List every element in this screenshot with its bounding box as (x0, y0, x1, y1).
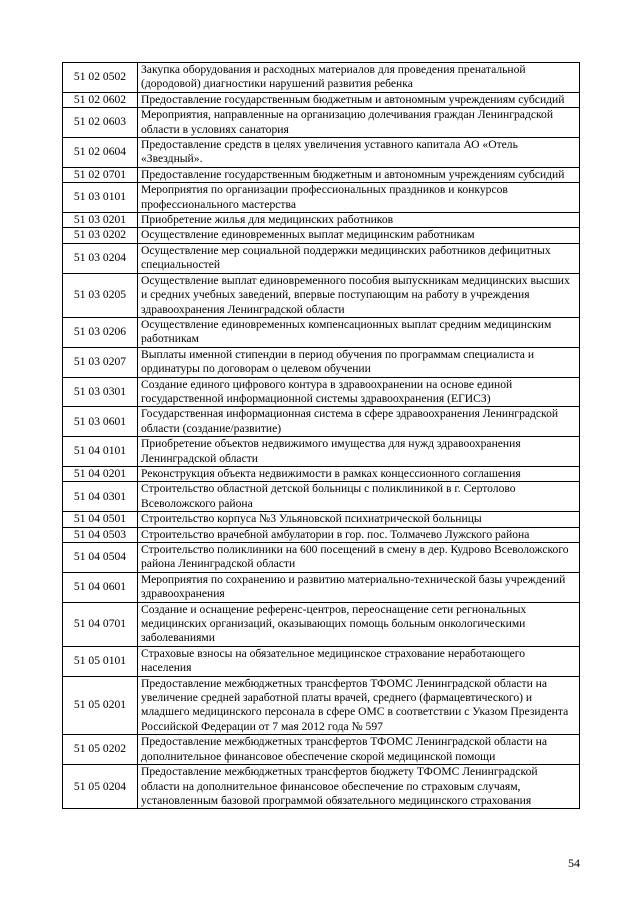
row-description: Реконструкция объекта недвижимости в рамках концессионного соглашения (138, 466, 580, 481)
row-code: 51 03 0205 (63, 273, 138, 317)
row-code: 51 02 0604 (63, 138, 138, 168)
table-row (63, 602, 580, 646)
row-code: 51 03 0101 (63, 183, 138, 213)
row-code: 51 04 0301 (63, 482, 138, 512)
table-row (63, 347, 580, 377)
row-description: Страховые взносы на обязательное медицинское страхование неработающего населения (138, 646, 580, 676)
table-row (63, 243, 580, 273)
row-code: 51 03 0204 (63, 243, 138, 273)
row-description: Выплаты именной стипендии в период обучения по программам специалиста и ординатуры по договорам о целевом обучении (138, 347, 580, 377)
page-number: 54 (568, 856, 580, 870)
row-code: 51 02 0701 (63, 167, 138, 182)
table-row (63, 482, 580, 512)
row-code: 51 02 0603 (63, 108, 138, 138)
row-code: 51 03 0206 (63, 317, 138, 347)
table-row (63, 183, 580, 213)
row-description: Предоставление государственным бюджетным и автономным учреждениям субсидий (138, 92, 580, 107)
row-description: Строительство корпуса №3 Ульяновской психиатрической больницы (138, 512, 580, 527)
row-code: 51 04 0501 (63, 512, 138, 527)
table-row (63, 527, 580, 542)
row-description: Осуществление выплат единовременного пособия выпускникам медицинских высших и средних учебных заведений, впервые поступающим на работу в учреждения здравоохранения Ленинградской области (138, 273, 580, 317)
table-row (63, 377, 580, 407)
table-row (63, 167, 580, 182)
row-description: Строительство поликлиники на 600 посещений в смену в дер. Кудрово Всеволожского района Ленинградской области (138, 543, 580, 573)
row-code: 51 05 0204 (63, 765, 138, 809)
row-code: 51 03 0202 (63, 228, 138, 243)
row-description: Строительство врачебной амбулатории в гор. пос. Толмачево Лужского района (138, 527, 580, 542)
row-description: Мероприятия, направленные на организацию долечивания граждан Ленинградской области в условиях санатория (138, 108, 580, 138)
row-description: Предоставление государственным бюджетным и автономным учреждениям субсидий (138, 167, 580, 182)
row-code: 51 04 0504 (63, 543, 138, 573)
table-row (63, 138, 580, 168)
row-description: Государственная информационная система в сфере здравоохранения Ленинградской области (создание/развитие) (138, 407, 580, 437)
table-row (63, 92, 580, 107)
row-code: 51 04 0503 (63, 527, 138, 542)
table-body (63, 63, 580, 809)
row-code: 51 02 0602 (63, 92, 138, 107)
row-code: 51 04 0601 (63, 572, 138, 602)
row-code: 51 03 0207 (63, 347, 138, 377)
row-description: Осуществление мер социальной поддержки медицинских работников дефицитных специальностей (138, 243, 580, 273)
row-description: Мероприятия по сохранению и развитию материально-технической базы учреждений здравоохранения (138, 572, 580, 602)
row-description: Предоставление межбюджетных трансфертов бюджету ТФОМС Ленинградской области на дополнительное финансовое обеспечение по страховым случаям, установленным базовой программой обязательного медицинского страхования (138, 765, 580, 809)
row-code: 51 03 0601 (63, 407, 138, 437)
row-description: Создание единого цифрового контура в здравоохранении на основе единой государственной информационной системы здравоохранения (ЕГИСЗ) (138, 377, 580, 407)
row-description: Создание и оснащение референс-центров, переоснащение сети регнональных медицинских организаций, оказывающих помощь больным онкологическими заболеваниями (138, 602, 580, 646)
table-row (63, 108, 580, 138)
row-description: Предоставление межбюджетных трансфертов ТФОМС Ленинградской области на дополнительное финансовое обеспечение скорой медицинской помощи (138, 735, 580, 765)
table-row (63, 512, 580, 527)
row-description: Предоставление средств в целях увеличения уставного капитала АО «Отель «Звездный». (138, 138, 580, 168)
row-description: Осуществление единовременных выплат медицинским работникам (138, 228, 580, 243)
table-row (63, 735, 580, 765)
row-description: Строительство областной детской больницы с поликлиникой в г. Сертолово Всеволожского района (138, 482, 580, 512)
table-row (63, 407, 580, 437)
table-row (63, 466, 580, 481)
row-code: 51 05 0101 (63, 646, 138, 676)
table-row (63, 317, 580, 347)
table-row (63, 63, 580, 93)
table-row (63, 646, 580, 676)
table-row (63, 213, 580, 228)
row-code: 51 02 0502 (63, 63, 138, 93)
table-row (63, 273, 580, 317)
table-row (63, 228, 580, 243)
row-code: 51 05 0201 (63, 676, 138, 735)
table-row (63, 676, 580, 735)
row-description: Закупка оборудования и расходных материалов для проведения пренатальной (дородовой) диагностики нарушений развития ребенка (138, 63, 580, 93)
row-description: Осуществление единовременных компенсационных выплат средним медицинским работникам (138, 317, 580, 347)
table-row (63, 543, 580, 573)
budget-codes-table (62, 62, 580, 809)
row-code: 51 04 0101 (63, 437, 138, 467)
row-description: Предоставление межбюджетных трансфертов ТФОМС Ленинградской области на увеличение средней заработной платы врачей, среднего (фармацевтического) и младшего медицинского персонала в сфере ОМС в соответствии с Указом Президента Российской Федерации от 7 мая 2012 года № 597 (138, 676, 580, 735)
row-description: Приобретение объектов недвижимого имущества для нужд здравоохранения Ленинградской области (138, 437, 580, 467)
row-description: Мероприятия по организации профессиональных праздников и конкурсов профессионального мастерства (138, 183, 580, 213)
row-code: 51 03 0201 (63, 213, 138, 228)
row-code: 51 04 0201 (63, 466, 138, 481)
table-row (63, 765, 580, 809)
row-code: 51 05 0202 (63, 735, 138, 765)
row-description: Приобретение жилья для медицинских работников (138, 213, 580, 228)
table-row (63, 437, 580, 467)
table-row (63, 572, 580, 602)
row-code: 51 04 0701 (63, 602, 138, 646)
row-code: 51 03 0301 (63, 377, 138, 407)
